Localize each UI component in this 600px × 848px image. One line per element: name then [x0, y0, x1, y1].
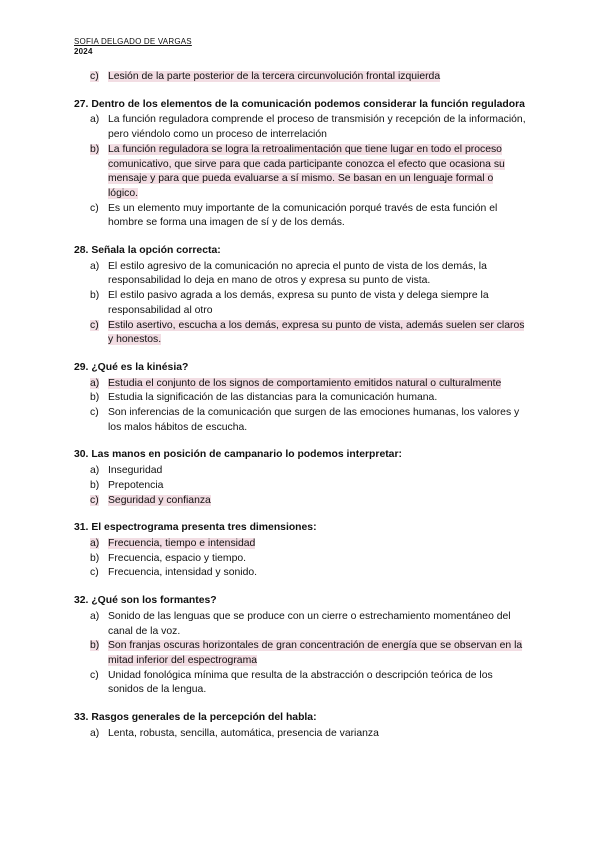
answer-option-highlighted	[74, 377, 526, 392]
option-letter: b)	[90, 552, 100, 564]
answer-option	[74, 464, 526, 479]
author-name: SOFIA DELGADO DE VARGAS	[74, 37, 192, 46]
option-letter: a)	[90, 465, 100, 477]
option-text: El estilo pasivo agrada a los demás, expresa su punto de vista y delega siempre la responsabilidad al otro	[108, 290, 489, 316]
question-block	[74, 711, 526, 741]
question-block	[74, 594, 526, 698]
option-text: Prepotencia	[108, 479, 164, 491]
option-letter: b)	[90, 143, 100, 155]
question-title: 30. Las manos en posición de campanario lo podemos interpretar:	[74, 449, 402, 461]
question-title: 33. Rasgos generales de la percepción del habla:	[74, 712, 317, 724]
option-letter: c)	[90, 567, 99, 579]
option-text: Son franjas oscuras horizontales de gran concentración de energía que se observan en la mitad inferior del espectrograma	[108, 640, 523, 666]
option-letter: c)	[90, 494, 99, 506]
option-letter: c)	[90, 319, 99, 331]
answer-option	[74, 289, 526, 318]
option-letter: a)	[90, 537, 100, 549]
question-block	[74, 521, 526, 581]
answer-option	[74, 610, 526, 639]
option-text: La función reguladora comprende el proceso de transmisión y recepción de la información, pero viéndolo como un proceso de interrelación	[108, 114, 526, 141]
option-text: Sonido de las lenguas que se produce con un cierre o estrechamiento momentáneo del canal de la voz.	[108, 610, 511, 637]
option-text: Frecuencia, espacio y tiempo.	[108, 552, 247, 564]
answer-option	[74, 70, 526, 85]
answer-option-highlighted	[74, 319, 526, 348]
option-text: La función reguladora se logra la retroalimentación que tiene lugar en todo el proceso comunicativo, que sirve para que cada participante conozca el efecto que ocasiona su mensaje y para que pueda evaluarse a sí mismo. Se basan en un lenguaje formal o lógico.	[108, 143, 505, 199]
option-letter: b)	[90, 640, 100, 652]
question-block	[74, 361, 526, 436]
question-title: 32. ¿Qué son los formantes?	[74, 595, 217, 607]
option-text: Es un elemento muy importante de la comunicación porqué través de esta función el hombre se forma una imagen de sí y de los demás.	[108, 202, 498, 229]
question-title: 28. Señala la opción correcta:	[74, 245, 221, 257]
option-letter: c)	[90, 202, 99, 214]
option-letter: a)	[90, 727, 100, 739]
option-letter: b)	[90, 392, 100, 404]
question-block	[74, 448, 526, 508]
option-text: Lesión de la parte posterior de la tercera circunvolución frontal izquierda	[108, 71, 441, 82]
question-title: 29. ¿Qué es la kinésia?	[74, 361, 189, 373]
question-list	[74, 98, 526, 742]
question-block	[74, 244, 526, 348]
option-text: Inseguridad	[108, 465, 163, 477]
option-letter: a)	[90, 114, 100, 126]
option-text: El estilo agresivo de la comunicación no aprecia el punto de vista de los demás, la responsabilidad lo deja en mano de otros y expresa su punto de vista.	[108, 260, 487, 287]
answer-option-highlighted	[74, 494, 526, 509]
answer-option-highlighted	[74, 537, 526, 552]
document-body	[74, 70, 526, 754]
answer-option	[74, 552, 526, 567]
question-title: 31. El espectrograma presenta tres dimensiones:	[74, 522, 317, 534]
option-letter: a)	[90, 377, 100, 389]
answer-option	[74, 406, 526, 435]
option-letter: c)	[90, 71, 99, 82]
answer-option	[74, 113, 526, 142]
option-text: Estilo asertivo, escucha a los demás, expresa su punto de vista, además suelen ser claros y honestos.	[108, 319, 525, 346]
option-letter: c)	[90, 407, 99, 419]
answer-option	[74, 391, 526, 406]
answer-option	[74, 566, 526, 581]
option-letter: c)	[90, 669, 99, 681]
option-text: Unidad fonológica mínima que resulta de la abstracción o descripción teórica de los sonidos de la lengua.	[108, 669, 493, 696]
page-header	[74, 37, 192, 57]
answer-option	[74, 727, 526, 742]
option-text: Lenta, robusta, sencilla, automática, presencia de varianza	[108, 727, 379, 739]
question-title: 27. Dentro de los elementos de la comunicación podemos considerar la función reguladora	[74, 98, 525, 110]
option-letter: b)	[90, 290, 100, 302]
answer-option-highlighted	[74, 639, 526, 668]
answer-option	[74, 479, 526, 494]
option-text: Son inferencias de la comunicación que surgen de las emociones humanas, los valores y los malos hábitos de escucha.	[108, 407, 520, 433]
option-text: Frecuencia, tiempo e intensidad	[108, 537, 256, 549]
option-text: Seguridad y confianza	[108, 494, 211, 506]
option-text: Frecuencia, intensidad y sonido.	[108, 567, 258, 579]
option-text: Estudia el conjunto de los signos de comportamiento emitidos natural o culturalmente	[108, 377, 502, 389]
year: 2024	[74, 47, 93, 56]
option-text: Estudia la significación de las distancias para la comunicación humana.	[108, 392, 438, 404]
answer-option	[74, 669, 526, 698]
answer-option-highlighted	[74, 143, 526, 202]
option-letter: b)	[90, 479, 100, 491]
answer-option	[74, 202, 526, 231]
option-letter: a)	[90, 610, 100, 622]
question-block	[74, 98, 526, 231]
answer-option	[74, 260, 526, 289]
top-option-block	[74, 70, 526, 85]
option-letter: a)	[90, 260, 100, 272]
